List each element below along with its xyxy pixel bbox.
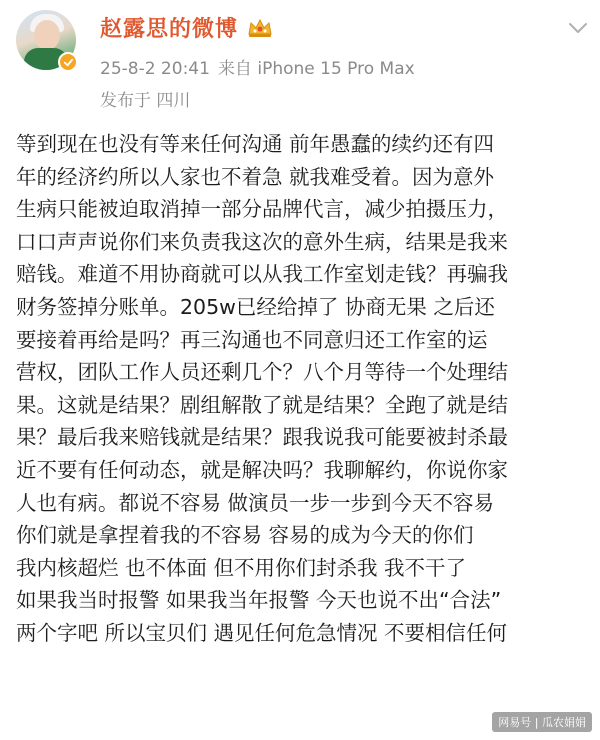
check-icon [63, 57, 74, 68]
post-header [0, 0, 600, 120]
post-body [16, 128, 596, 650]
post-text-line: 口口声声说你们来负责我这次的意外生病，结果是我来 [16, 229, 508, 254]
post-text-line: 赔钱。难道不用协商就可以从我工作室划走钱？再骗我 [16, 262, 508, 287]
post-meta [100, 54, 415, 79]
post-text-line: 生病只能被迫取消掉一部分品牌代言，减少拍摄压力， [16, 197, 508, 222]
crown-icon [246, 17, 274, 39]
watermark: 网易号 | 瓜农娟娟 [492, 712, 592, 732]
post-timestamp: 25-8-2 20:41 [100, 59, 210, 79]
post-location: 发布于 四川 [100, 91, 191, 111]
post-text-line: 营权，团队工作人员还剩几个？八个月等待一个处理结 [16, 360, 508, 385]
post-text-line: 年的经济约所以人家也不着急 就我难受着。因为意外 [16, 164, 495, 189]
post-text-line: 财务签掉分账单。205w已经给掉了 协商无果 之后还 [16, 294, 495, 319]
post-text-line: 如果我当时报警 如果我当年报警 今天也说不出“合法” [16, 588, 502, 613]
post-text-line: 我内核超烂 也不体面 但不用你们封杀我 我不干了 [16, 555, 467, 580]
verified-badge-icon [58, 52, 78, 72]
post-text-line: 果？最后我来赔钱就是结果？跟我说我可能要被封杀最 [16, 425, 508, 450]
post-text-line: 果。这就是结果？剧组解散了就是结果？全跑了就是结 [16, 392, 508, 417]
post-text-line: 人也有病。都说不容易 做演员一步一步到今天不容易 [16, 490, 495, 515]
username[interactable]: 赵露思的微博 [100, 17, 239, 42]
username-row [100, 12, 274, 43]
post-text-line: 近不要有任何动态，就是解决吗？我聊解约，你说你家 [16, 457, 508, 482]
avatar-face [34, 20, 60, 50]
post-text-line: 等到现在也没有等来任何沟通 前年愚蠢的续约还有四 [16, 132, 495, 156]
post-text-line: 要接着再给是吗？再三沟通也不同意归还工作室的运 [16, 327, 488, 352]
chevron-down-icon[interactable] [566, 18, 590, 38]
post-text-line: 你们就是拿捏着我的不容易 容易的成为今天的你们 [16, 523, 474, 548]
post-text-line: 两个字吧 所以宝贝们 遇见任何危急情况 不要相信任何 [16, 620, 508, 645]
post-source: 来自 iPhone 15 Pro Max [217, 59, 415, 79]
